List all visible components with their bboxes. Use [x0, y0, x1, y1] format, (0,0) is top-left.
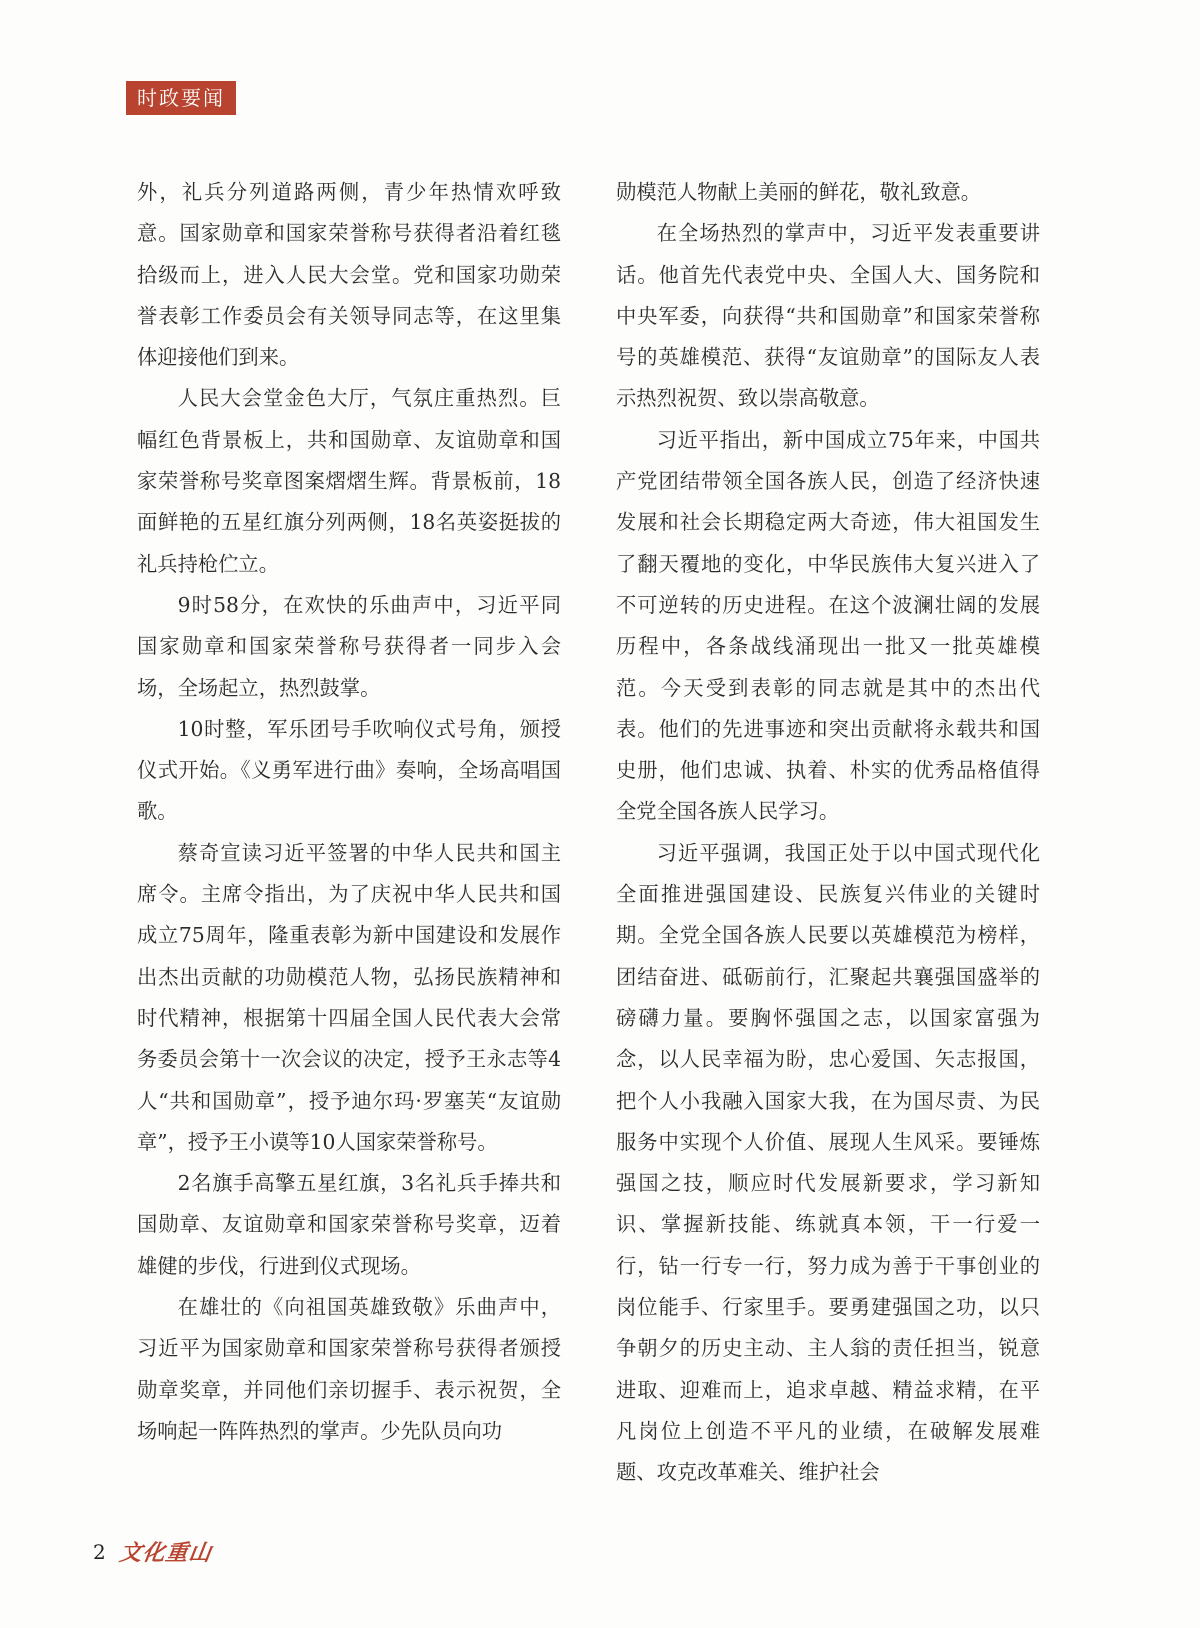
article-paragraph: 蔡奇宣读习近平签署的中华人民共和国主席令。主席令指出，为了庆祝中华人民共和国成立75周年，隆重表彰为新中国建设和发展作出杰出贡献的功勋模范人物，弘扬民族精神和时代精神，根据第十四届全国人民代表大会常务委员会第十一次会议的决定，授予王永志等4人“共和国勋章”，授予迪尔玛·罗塞芙“友谊勋章”，授予王小谟等10人国家荣誉称号。	[137, 840, 561, 1154]
article-paragraph: 勋模范人物献上美丽的鲜花，敬礼致意。	[616, 180, 982, 204]
article-paragraph: 习近平强调，我国正处于以中国式现代化全面推进强国建设、民族复兴伟业的关键时期。全党全国各族人民要以英雄模范为榜样，团结奋进、砥砺前行，汇聚起共襄强国盛举的磅礴力量。要胸怀强国之志，以国家富强为念，以人民幸福为盼，忠心爱国、矢志报国，把个人小我融入国家大我，在为国尽责、为民服务中实现个人价值、展现人生风采。要锤炼强国之技，顺应时代发展新要求，学习新知识、掌握新技能、练就真本领，干一行爱一行，钻一行专一行，努力成为善于干事创业的岗位能手、行家里手。要勇建强国之功，以只争朝夕的历史主动、主人翁的责任担当，锐意进取、迎难而上，追求卓越、精益求精，在平凡岗位上创造不平凡的业绩，在破解发展难题、攻克改革难关、维护社会	[616, 840, 1040, 1485]
article-paragraph: 在全场热烈的掌声中，习近平发表重要讲话。他首先代表党中央、全国人大、国务院和中央军委，向获得“共和国勋章”和国家荣誉称号的英雄模范、获得“友谊勋章”的国际友人表示热烈祝贺、致以崇高敬意。	[616, 221, 1040, 411]
right-column	[616, 172, 1040, 1494]
article-paragraph: 2名旗手高擎五星红旗，3名礼兵手捧共和国勋章、友谊勋章和国家荣誉称号奖章，迈着雄健的步伐，行进到仪式现场。	[137, 1171, 561, 1278]
section-tag: 时政要闻	[126, 81, 236, 115]
article-body	[137, 172, 1040, 1494]
article-paragraph: 习近平指出，新中国成立75年来，中国共产党团结带领全国各族人民，创造了经济快速发展和社会长期稳定两大奇迹，伟大祖国发生了翻天覆地的变化，中华民族伟大复兴进入了不可逆转的历史进程。在这个波澜壮阔的发展历程中，各条战线涌现出一批又一批英雄模范。今天受到表彰的同志就是其中的杰出代表。他们的先进事迹和突出贡献将永载共和国史册，他们忠诚、执着、朴实的优秀品格值得全党全国各族人民学习。	[616, 427, 1040, 824]
article-paragraph: 人民大会堂金色大厅，气氛庄重热烈。巨幅红色背景板上，共和国勋章、友谊勋章和国家荣誉称号奖章图案熠熠生辉。背景板前，18面鲜艳的五星红旗分列两侧，18名英姿挺拔的礼兵持枪伫立。	[137, 386, 561, 576]
article-paragraph: 10时整，军乐团号手吹响仪式号角，颁授仪式开始。《义勇军进行曲》奏响，全场高唱国歌。	[137, 716, 561, 824]
article-paragraph: 外，礼兵分列道路两侧，青少年热情欢呼致意。国家勋章和国家荣誉称号获得者沿着红毯拾级而上，进入人民大会堂。党和国家功勋荣誉表彰工作委员会有关领导同志等，在这里集体迎接他们到来。	[137, 180, 561, 370]
article-paragraph: 在雄壮的《向祖国英雄致敬》乐曲声中，习近平为国家勋章和国家荣誉称号获得者颁授勋章奖章，并同他们亲切握手、表示祝贺，全场响起一阵阵热烈的掌声。少先队员向功	[137, 1295, 561, 1443]
article-paragraph: 9时58分，在欢快的乐曲声中，习近平同国家勋章和国家荣誉称号获得者一同步入会场，全场起立，热烈鼓掌。	[137, 592, 561, 700]
page-footer	[93, 1536, 212, 1567]
magazine-logo: 文化重山	[117, 1540, 214, 1566]
page-number: 2	[93, 1539, 106, 1564]
left-column	[137, 172, 561, 1494]
